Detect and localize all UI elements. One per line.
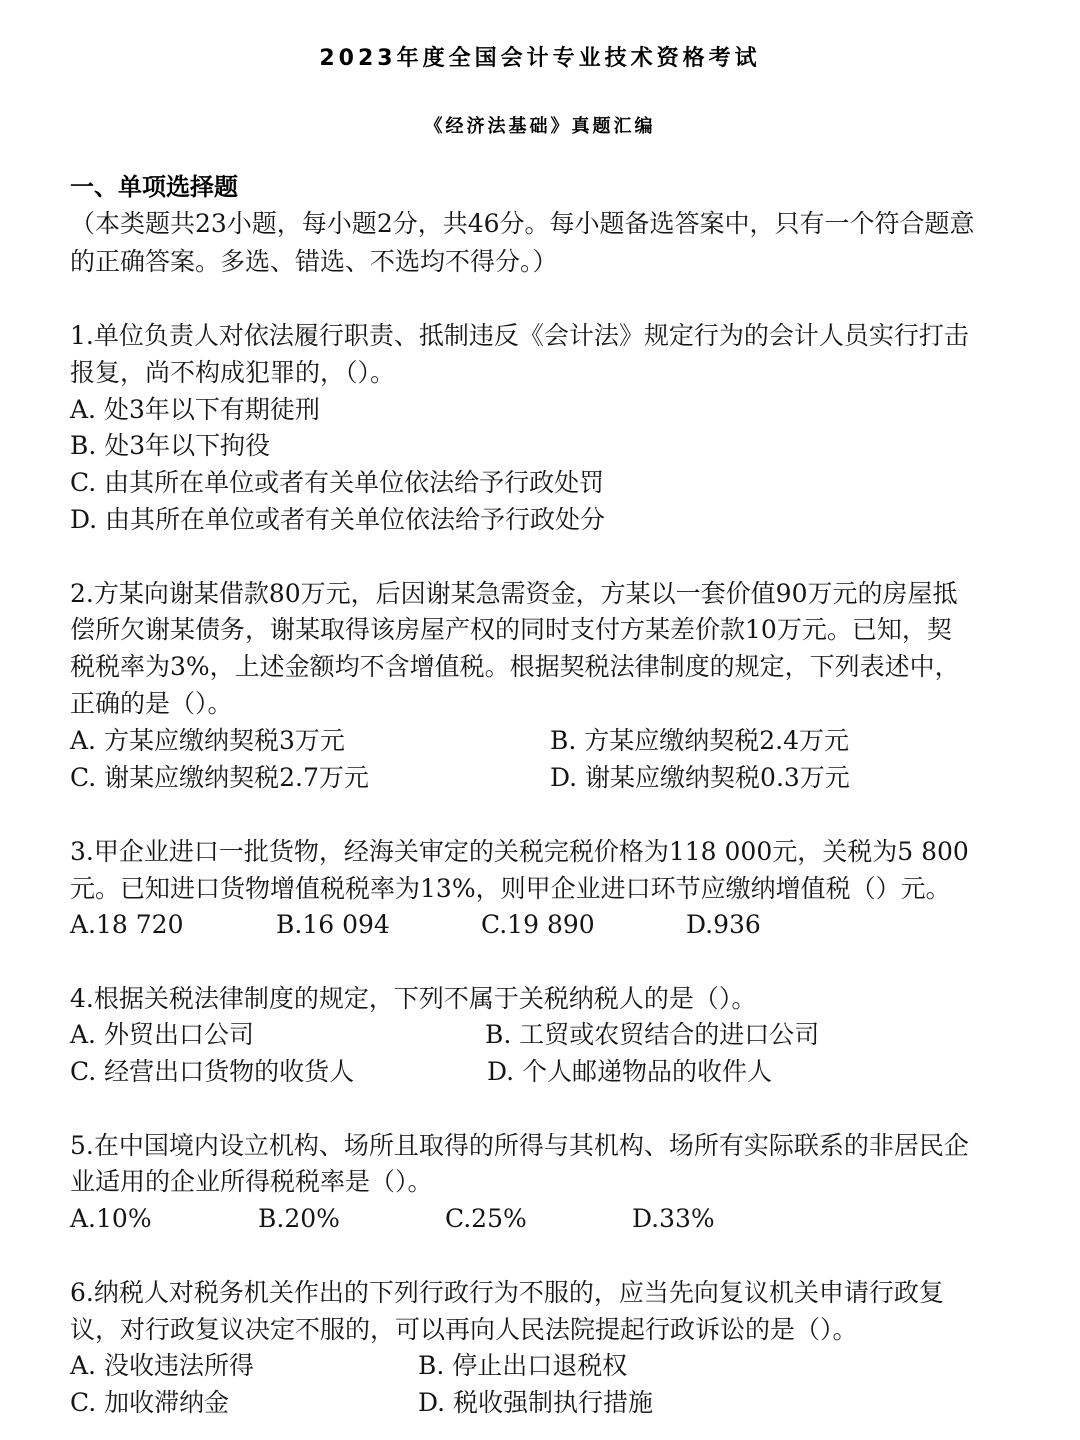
- question-stem-line: 5.在中国境内设立机构、场所且取得的所得与其机构、场所有实际联系的非居民企: [70, 1131, 969, 1160]
- question-stem-line: 6.纳税人对税务机关作出的下列行政行为不服的，应当先向复议机关申请行政复: [70, 1278, 944, 1307]
- option-a: A. 方某应缴纳契税3万元: [70, 726, 345, 755]
- option-c: C.25%: [445, 1204, 527, 1233]
- option-b: B.20%: [258, 1204, 340, 1233]
- option-c: C. 谢某应缴纳契税2.7万元: [70, 763, 369, 792]
- option-d: D. 税收强制执行措施: [418, 1388, 654, 1417]
- option-a: A. 处3年以下有期徒刑: [70, 395, 320, 424]
- question-stem-line: 业适用的企业所得税税率是（）。: [70, 1167, 433, 1196]
- section-instruction-line1: （本类题共23小题，每小题2分，共46分。每小题备选答案中，只有一个符合题意: [70, 209, 975, 238]
- question-stem-line: 税税率为3%，上述金额均不含增值税。根据契税法律制度的规定，下列表述中，: [70, 652, 960, 681]
- option-d: D.33%: [632, 1204, 715, 1233]
- option-b: B. 方某应缴纳契税2.4万元: [550, 726, 850, 755]
- question-stem-line: 报复，尚不构成犯罪的，（）。: [70, 358, 396, 387]
- option-a: A. 没收违法所得: [70, 1351, 254, 1380]
- option-d: D. 由其所在单位或者有关单位依法给予行政处分: [70, 505, 606, 534]
- option-d: D.936: [686, 910, 761, 939]
- option-d: D. 谢某应缴纳契税0.3万元: [550, 763, 850, 792]
- question-stem-line: 正确的是（）。: [70, 689, 233, 718]
- option-c: C. 由其所在单位或者有关单位依法给予行政处罚: [70, 468, 605, 497]
- option-a: A.10%: [70, 1204, 152, 1233]
- section-instruction-line2: 的正确答案。多选、错选、不选均不得分。）: [70, 247, 558, 276]
- question-stem-line: 2.方某向谢某借款80万元，后因谢某急需资金，方某以一套价值90万元的房屋抵: [70, 579, 958, 608]
- question-stem-line: 元。已知进口货物增值税税率为13%，则甲企业进口环节应缴纳增值税（）元。: [70, 874, 951, 903]
- question-stem-line: 1.单位负责人对依法履行职责、抵制违反《会计法》规定行为的会计人员实行打击: [70, 321, 969, 350]
- option-c: C. 经营出口货物的收货人: [70, 1057, 355, 1086]
- option-b: B. 工贸或农贸结合的进口公司: [485, 1020, 820, 1049]
- question-stem-line: 3.甲企业进口一批货物，经海关审定的关税完税价格为118 000元，关税为5 800: [70, 837, 969, 866]
- section-heading: 一、单项选择题: [70, 173, 238, 201]
- option-b: B.16 094: [276, 910, 390, 939]
- option-a: A. 外贸出口公司: [70, 1020, 254, 1049]
- option-a: A.18 720: [70, 910, 184, 939]
- option-c: C.19 890: [481, 910, 595, 939]
- question-stem-line: 4.根据关税法律制度的规定，下列不属于关税纳税人的是（）。: [70, 984, 757, 1013]
- option-c: C. 加收滞纳金: [70, 1388, 230, 1417]
- question-stem-line: 议，对行政复议决定不服的，可以再向人民法院提起行政诉讼的是（）。: [70, 1315, 858, 1344]
- option-b: B. 停止出口退税权: [418, 1351, 628, 1380]
- option-d: D. 个人邮递物品的收件人: [487, 1057, 773, 1086]
- option-b: B. 处3年以下拘役: [70, 431, 271, 460]
- question-stem-line: 偿所欠谢某债务，谢某取得该房屋产权的同时支付方某差价款10万元。已知，契: [70, 615, 952, 644]
- document-title-line1: 2023年度全国会计专业技术资格考试: [319, 46, 761, 71]
- document-title-line2: 《经济法基础》真题汇编: [424, 116, 656, 137]
